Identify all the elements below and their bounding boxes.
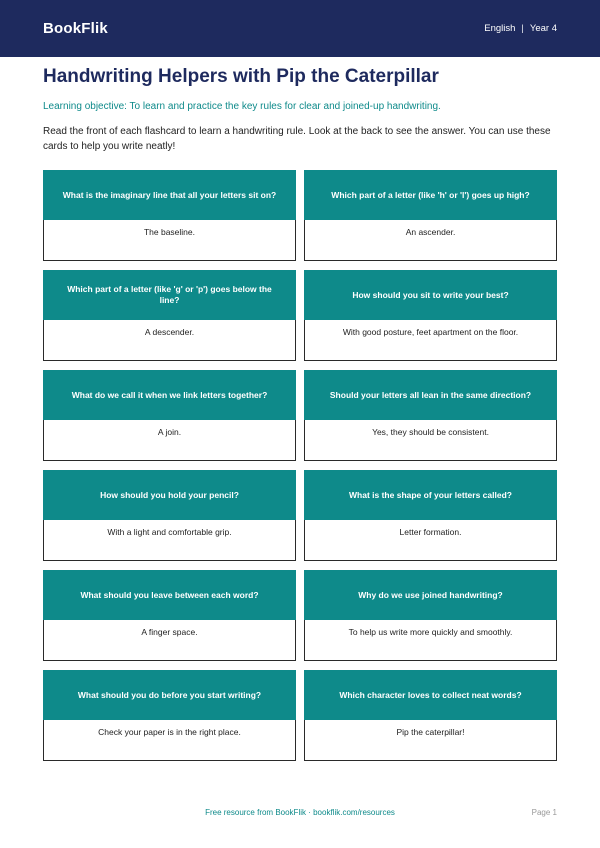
flashcard-answer: The baseline. [43,220,296,261]
footer-link[interactable]: Free resource from BookFlik · bookflik.com/resources [205,808,395,817]
page-number: Page 1 [531,808,557,817]
learning-objective: Learning objective: To learn and practice the key rules for clear and joined-up handwriting. [43,101,441,112]
brand-logo[interactable]: BookFlik [43,20,108,37]
flashcard [304,170,557,261]
flashcard-answer: With good posture, feet apartment on the floor. [304,320,557,361]
flashcard-answer: Pip the caterpillar! [304,720,557,761]
meta-separator: | [521,23,524,34]
flashcard-question: Which part of a letter (like 'h' or 'l') goes up high? [304,170,557,220]
flashcard [43,170,296,261]
flashcard [304,370,557,461]
page-title: Handwriting Helpers with Pip the Caterpillar [43,66,439,87]
flashcard [304,270,557,361]
flashcard-question: What do we call it when we link letters together? [43,370,296,420]
intro-text: Read the front of each flashcard to learn a handwriting rule. Look at the back to see the answer. You can use these cards to help you write neatly! [43,126,551,152]
year-label: Year 4 [529,23,557,34]
flashcard-answer: A finger space. [43,620,296,661]
flashcard-question: How should you hold your pencil? [43,470,296,520]
flashcard-answer: To help us write more quickly and smoothly. [304,620,557,661]
flashcard [304,570,557,661]
flashcard-question: Why do we use joined handwriting? [304,570,557,620]
subject-year-info [484,23,557,34]
flashcard [43,470,296,561]
flashcard-answer: A join. [43,420,296,461]
flashcard [43,670,296,761]
flashcard [304,470,557,561]
page-header [0,0,600,57]
flashcard-question: What should you do before you start writing? [43,670,296,720]
flashcard-question: Should your letters all lean in the same direction? [304,370,557,420]
flashcard-question: What is the shape of your letters called? [304,470,557,520]
flashcard-question: How should you sit to write your best? [304,270,557,320]
flashcard-answer: With a light and comfortable grip. [43,520,296,561]
flashcard [43,270,296,361]
flashcard-question: Which character loves to collect neat words? [304,670,557,720]
flashcard-answer: Check your paper is in the right place. [43,720,296,761]
subject-label: English [484,23,516,34]
flashcard-answer: A descender. [43,320,296,361]
flashcard-answer: Letter formation. [304,520,557,561]
flashcard-question: What should you leave between each word? [43,570,296,620]
flashcard-grid [43,170,557,761]
flashcard-question: Which part of a letter (like 'g' or 'p') goes below the line? [43,270,296,320]
flashcard [304,670,557,761]
flashcard [43,370,296,461]
flashcard-answer: Yes, they should be consistent. [304,420,557,461]
flashcard-answer: An ascender. [304,220,557,261]
flashcard [43,570,296,661]
flashcard-question: What is the imaginary line that all your letters sit on? [43,170,296,220]
